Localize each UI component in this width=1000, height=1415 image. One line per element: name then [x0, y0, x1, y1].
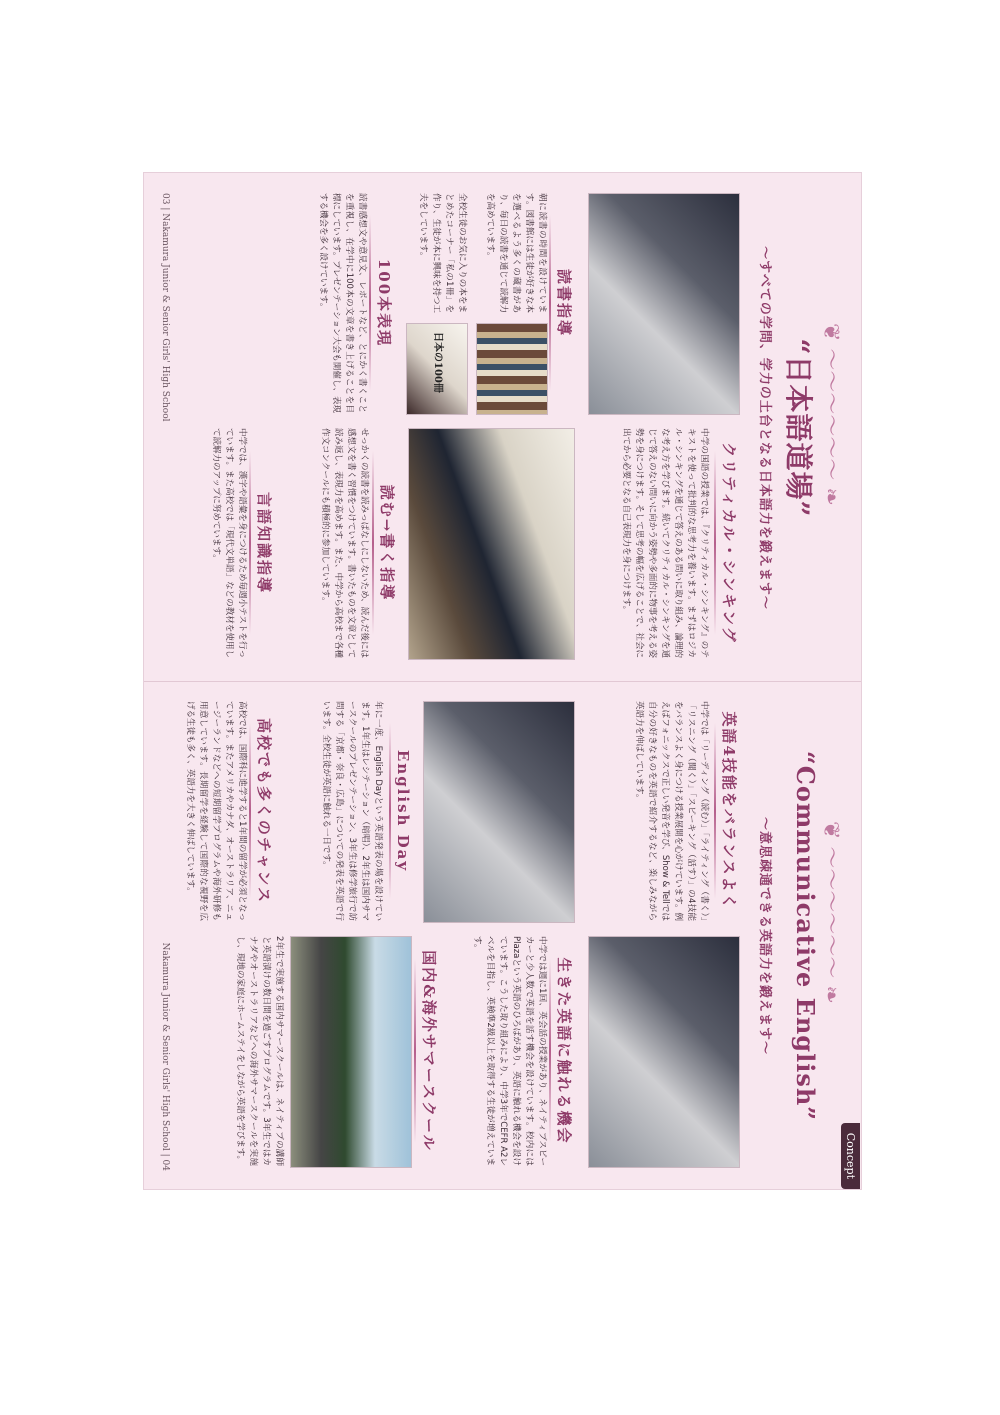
heading-high-school-chances: 高校でも多くのチャンス: [249, 701, 275, 921]
photo-classroom-students: [588, 193, 740, 415]
photo-student-library: [408, 428, 575, 660]
book-100-label: 日本の100冊: [432, 332, 443, 393]
text-yomu-kaku: せっかくの読書を読みっぱなしにしないため、読んだ後には感想文を書く習慣をつけています。書いたものを文章として読み返し、表現力を高めます。また、中学から高校まで各種作文コンクールにも積極的に参加しています。: [320, 428, 369, 658]
left-page-number: 03: [160, 193, 170, 205]
text-reading-2: 全校生徒のお気に入りの本をまとめたコーナー「私の1冊」を作り、生徒が本に興味を持つ工夫をしています。: [418, 193, 467, 313]
right-footer: Nakamura Junior & Senior Girls' High School | 04: [160, 942, 170, 1171]
heading-living-english: 生きた英語に触れる機会: [549, 936, 575, 1166]
text-summer-school: 2年生で実施する国内サマースクールは、ネイティブの講師と英語漬けの数日間を過ごすプログラムです。3年生ではカナダやオーストラリアなどへの海外サマースクールを実施し、現地の家庭にホームステイをしながら英語を学びます。: [235, 936, 284, 1166]
heading-english-day: English Day: [389, 701, 412, 921]
photo-summer-school-group: [290, 936, 412, 1168]
text-100-expressions: 読書感想文や意見文、レポートなど、とにかく書くことを重視し、在学中に100本の文章を書き上げることを目標にしています。プレゼンテーション大会も開催し、表現する機会を多く設けています。: [318, 193, 367, 413]
right-page-number: 04: [160, 1159, 170, 1171]
text-critical-thinking: 中学の国語の授業では、『クリティカル・シンキング』のテキストを使って批判的な思考力を養います。まずはロジカル・シンキングを通じて答えのある問いに取り組み、論理的な考え方を学びます。続いてクリティカル・シンキングを通じて答えのない問いに向かう姿勢や多面的に物事を考える姿勢を身につけます。そして思考の幅を広げることで、社会に出てから必要となる自己表現力を身につけます。: [621, 428, 709, 658]
rotated-spread: [143, 173, 860, 1189]
text-high-school-chances: 高校では、国際科に進学すると1年間の留学が必須となっています。またアメリカやカナダ、オーストラリア、ニュージーランドなどへの短期留学プログラムや海外研修も用意しています。長期留学を経験して国際的な視野を広げる生徒も多く、英語力を大きく伸ばしています。: [185, 701, 247, 921]
left-footer-school: Nakamura Junior & Senior Girls' High School: [160, 213, 170, 422]
photo-book-100: [406, 323, 468, 415]
left-footer: 03 | Nakamura Junior & Senior Girls' High School: [160, 193, 170, 422]
ornament-right-title: ❦ ～～～～～～ ❧: [818, 821, 843, 1004]
photo-bookshelf: [476, 323, 548, 415]
heading-four-skills: 英語4技能をバランスよく: [714, 701, 740, 921]
heading-100-expressions: 100本表現: [369, 193, 395, 413]
heading-language-knowledge: 言語知識指導: [249, 428, 275, 658]
photo-english-class: [588, 936, 740, 1168]
left-main-title: “日本語道場”: [782, 338, 815, 518]
right-main-subtitle: ～意思疎通できる英語力を鍛えます～: [757, 816, 772, 1055]
heading-yomu-kaku: 読む→書く指導: [372, 428, 398, 658]
left-main-subtitle: ～すべての学問、学力の土台となる日本語力を鍛えます～: [757, 246, 772, 610]
right-footer-school: Nakamura Junior & Senior Girls' High School: [160, 942, 170, 1151]
ornament-left-title: ❦ ～～～～～～ ❧: [818, 323, 843, 506]
text-reading-1: 朝に読書の時間を設けています。図書館には生徒が好きな本を選べるよう多くの蔵書があり、毎日の読書を通じて読解力を高めています。: [485, 193, 547, 313]
brochure-sheet: [143, 172, 862, 1190]
text-living-english: 中学では週に1回、英会話の授業があり、ネイティブスピーカーと少人数で英語を話す機会を設けています。校内にはPlazaという英語のひろばがあり、英語に触れる機会を設けています。こうした取り組みにより、中学3年でCEFR A2レベルを目指し、英検準2級以上を取得する生徒が増えています。: [472, 936, 547, 1166]
heading-summer-school: 国内&海外サマースクール: [414, 936, 440, 1166]
heading-reading-guidance: 読書指導: [549, 193, 575, 413]
right-page: [143, 681, 860, 1189]
text-four-skills: 中学では「リーディング（読む）」「ライティング（書く）」「リスニング（聞く）」「スピーキング（話す）」の4技能をバランスよく身につける授業展開を心がけています。例えばフォニックスで正しい発音を学び、Show & Tellでは自分の好きなものを英語で紹介するなど、楽しみながら英語力を伸ばしています。: [634, 701, 709, 921]
heading-critical-thinking: クリティカル・シンキング: [714, 428, 740, 658]
text-language-knowledge: 中学では、漢字や語彙を身につけるため毎週小テストを行っています。また高校では「現代文単語」などの教材を使用して読解力のアップに努めています。: [211, 428, 247, 658]
text-english-day: 年に一度、English Dayという英語発表の場を設けています。1年生はレシテーション（暗唱）、2年生は国内サマースクールのプレゼンテーション、3年生は修学旅行で訪問する「京都・奈良・広島」についての発表を英語で行います。全校生徒が英語に触れる一日です。: [321, 701, 383, 921]
left-page: [143, 173, 860, 681]
concept-tab: Concept: [841, 1123, 860, 1189]
right-main-title: “Communicative English”: [791, 750, 820, 1122]
photo-english-day: [423, 701, 575, 923]
